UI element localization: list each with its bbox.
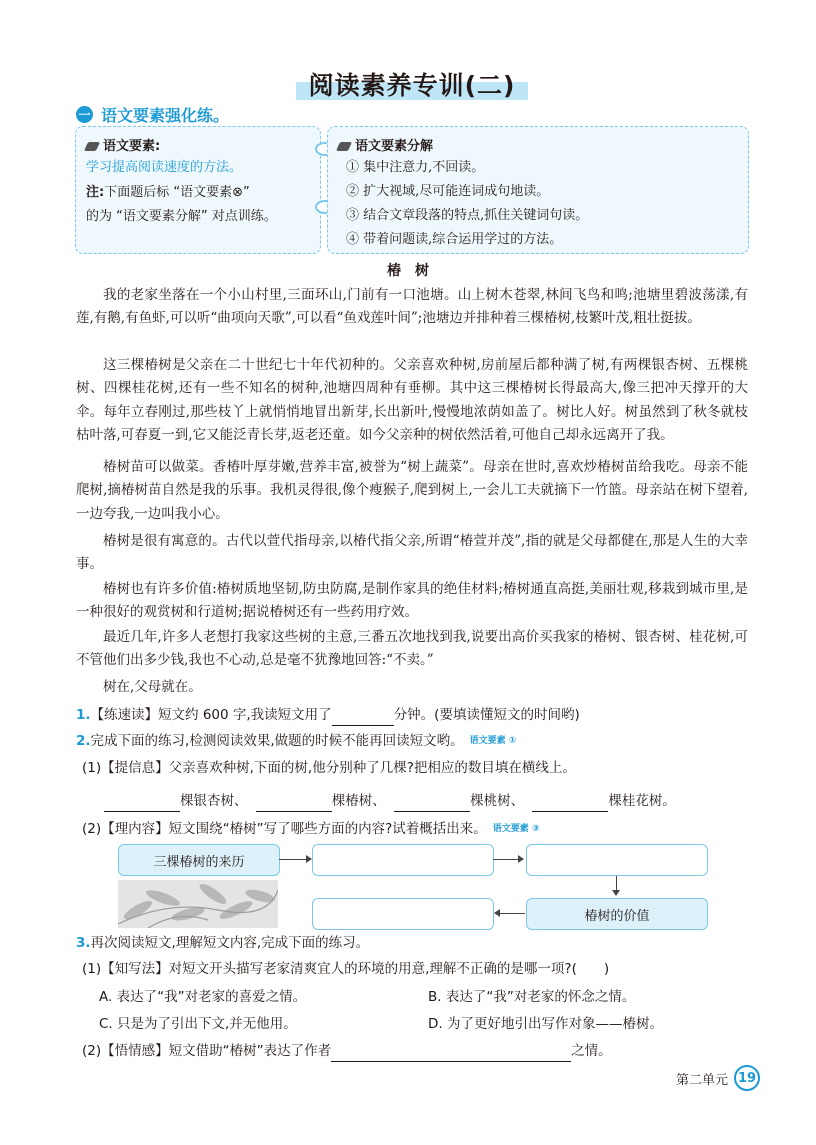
question-3-1: (1)【知写法】对短文开头描写老家清爽宜人的环境的用意,理解不正确的是哪一项?( ) (82, 961, 610, 977)
section-heading (76, 103, 229, 125)
flow-box-origin: 三棵椿树的来历 (118, 844, 280, 876)
flow-box-blank[interactable] (312, 898, 494, 930)
question-2-1: (1)【提信息】父亲喜欢种树,下面的树,他分别种了几棵?把相应的数目填在横线上。 (82, 760, 576, 776)
question-2-2: (2)【理内容】短文围绕“椿树”写了哪些方面的内容?试着概括出来。 语文要素 ③ (82, 818, 540, 840)
article-title: 椿 树 (387, 263, 429, 279)
article-paragraph: 树在,父母就在。 (103, 679, 202, 695)
arrow-head (518, 855, 524, 863)
page-title: 阅读素养专训(二) (308, 71, 516, 100)
article-paragraph: 椿树苗可以做菜。香椿叶厚芽嫩,营养丰富,被誉为“树上蔬菜”。母亲在世时,喜欢炒椿树苗给我吃。母亲不能爬树,摘椿树苗自然是我的乐事。我机灵得很,像个瘦猴子,爬到树上,一会儿工夫就摘下一竹篮。母亲站在树下望着,一边夸我,一边叫我小心。 (76, 459, 748, 522)
breakdown-item-2: ② 扩大视域,尽可能连词成句地读。 (346, 184, 550, 199)
answer-blank[interactable] (332, 709, 394, 726)
breakdown-item-4: ④ 带着问题读,综合运用学过的方法。 (346, 232, 563, 247)
flow-box-value: 椿树的价值 (526, 898, 708, 930)
question-1: 1.【练速读】短文约 600 字,我读短文用了 分钟。(要填读懂短文的时间哟) (76, 704, 580, 726)
question-3-2: (2)【悟情感】短文借助“椿树”表达了作者 之情。 (82, 1040, 612, 1062)
article-paragraph: 椿树是很有寓意的。古代以萱代指母亲,以椿代指父亲,所谓“椿萱并茂”,指的就是父母都健在,那是人生的大幸事。 (76, 533, 748, 573)
breakdown-heading: 语文要素分解 (338, 135, 433, 154)
element-method: 学习提高阅读速度的方法。 (86, 160, 243, 175)
flow-box-blank[interactable] (526, 844, 708, 876)
answer-blank[interactable] (256, 795, 332, 812)
option-d[interactable]: D. 为了更好地引出写作对象——椿树。 (428, 1016, 663, 1032)
leaf-photo-image (118, 880, 278, 928)
element-box (75, 126, 321, 254)
flow-box-blank[interactable] (312, 844, 494, 876)
answer-blank[interactable] (394, 795, 470, 812)
page-number: 19 (734, 1065, 760, 1091)
page-footer (676, 1066, 760, 1090)
option-a[interactable]: A. 表达了“我”对老家的喜爱之情。 (99, 989, 307, 1005)
section-label: 语文要素强化练。 (101, 105, 230, 125)
article-paragraph: 这三棵椿树是父亲在二十世纪七十年代初种的。父亲喜欢种树,房前屋后都种满了树,有两棵银杏树、五棵桃树、四棵桂花树,还有一些不知名的树种,池塘四周种有垂柳。其中这三棵椿树长得最高大,像三把冲天撑开的大伞。每年立春刚过,那些枝丫上就悄悄地冒出新芽,长出新叶,慢慢地浓荫如盖了。树比人好。树虽然到了秋冬就枝枯叶落,可春夏一到,它又能泛青长芽,返老还童。如今父亲种的树依然活着,可他自己却永远离开了我。 (76, 357, 748, 444)
answer-blank[interactable] (104, 795, 180, 812)
element-box-heading: 语文要素: (86, 135, 160, 154)
unit-label: 第二单元 (676, 1072, 729, 1088)
page-title-block (296, 64, 528, 100)
pencil-icon (84, 142, 100, 151)
section-number: 一 (76, 106, 93, 123)
arrow-left-icon (500, 913, 525, 914)
option-c[interactable]: C. 只是为了引出下文,并无他用。 (99, 1016, 297, 1032)
element-note-line1: 注:下面题后标 “语文要素⊗” (86, 185, 250, 200)
breakdown-item-3: ③ 结合文章段落的特点,抓住关键词句读。 (346, 208, 589, 223)
breakdown-item-1: ① 集中注意力,不回读。 (346, 160, 485, 175)
pencil-icon (336, 142, 352, 151)
element-tag: 语文要素 ③ (492, 824, 540, 834)
element-tag: 语文要素 ① (469, 736, 517, 746)
question-2-1-blanks: 棵银杏树、 棵椿树、 棵桃树、 棵桂花树。 (104, 790, 676, 812)
question-3: 3.再次阅读短文,理解短文内容,完成下面的练习。 (76, 935, 370, 951)
answer-blank[interactable] (532, 795, 608, 812)
article-paragraph: 我的老家坐落在一个小山村里,三面环山,门前有一口池塘。山上树木苍翠,林间飞鸟和鸣;池塘里碧波荡漾,有莲,有鹅,有鱼虾,可以听“曲项向天歌”,可以看“鱼戏莲叶间”;池塘边并排种着三棵椿树,枝繁叶茂,粗壮挺拔。 (76, 287, 748, 327)
answer-blank[interactable] (331, 1045, 571, 1062)
element-breakdown-box (327, 126, 749, 254)
question-2: 2.完成下面的练习,检测阅读效果,做题的时候不能再回读短文哟。 语文要素 ① (76, 730, 516, 752)
option-b[interactable]: B. 表达了“我”对老家的怀念之情。 (428, 989, 636, 1005)
article-paragraph: 最近几年,许多人老想打我家这些树的主意,三番五次地找到我,说要出高价买我家的椿树、银杏树、桂花树,可不管他们出多少钱,我也不心动,总是毫不犹豫地回答:“不卖。” (76, 629, 748, 669)
arrow-head (612, 890, 620, 896)
arrow-head (494, 909, 500, 917)
element-note-line2: 的为 “语文要素分解” 对点训练。 (86, 209, 277, 224)
article-paragraph: 椿树也有许多价值:椿树质地坚韧,防虫防腐,是制作家具的绝佳材料;椿树通直高挺,美丽壮观,移栽到城市里,是一种很好的观赏树和行道树;据说椿树还有一些药用疗效。 (76, 581, 748, 621)
